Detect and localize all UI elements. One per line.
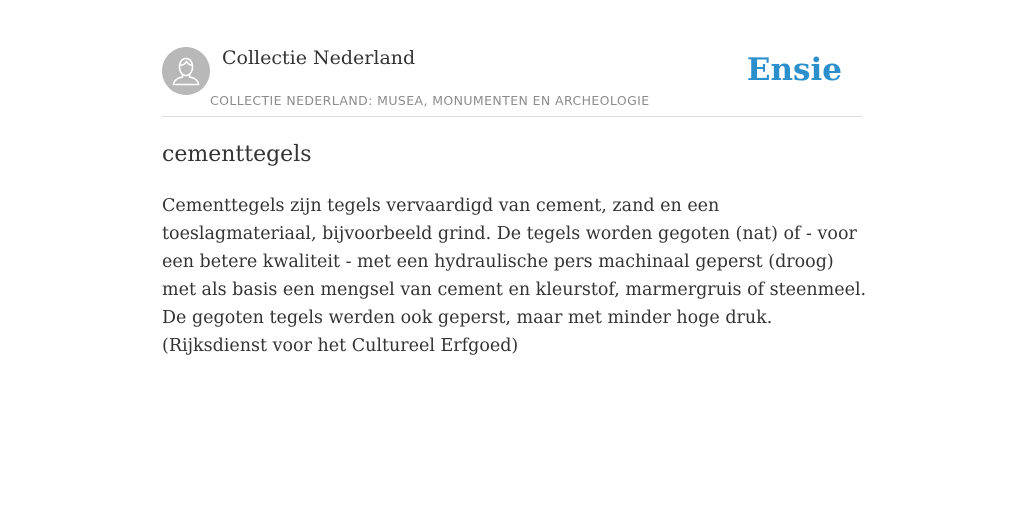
- entry-definition: Cementtegels zijn tegels vervaardigd van cement, zand en een toeslagmateriaal, bijvoorbeeld grind. De tegels worden gegoten (nat) of - voor een betere kwaliteit - met een hydraulische pers machinaal geperst (droog) met als basis een mengsel van cement en kleurstof, marmergruis of steenmeel. De gegoten tegels werden ook geperst, maar met minder hoge druk. (Rijksdienst voor het Cultureel Erfgoed): [162, 196, 867, 356]
- collection-link[interactable]: COLLECTIE NEDERLAND: MUSEA, MONUMENTEN EN ARCHEOLOGIE: [210, 93, 650, 108]
- entry-term: cementtegels: [162, 142, 312, 167]
- author-name[interactable]: Collectie Nederland: [222, 47, 416, 69]
- entry-header: [162, 46, 862, 117]
- user-silhouette-icon: [162, 47, 210, 95]
- brand-logo[interactable]: Ensie: [746, 52, 842, 88]
- avatar[interactable]: [162, 47, 210, 95]
